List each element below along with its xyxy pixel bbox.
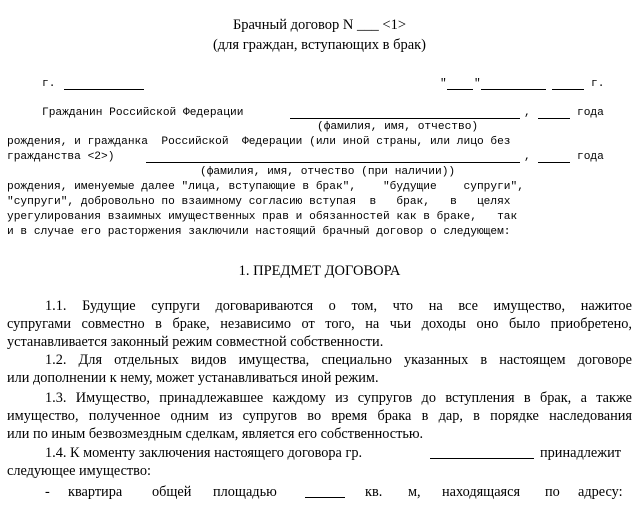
item-dash: -: [45, 484, 50, 500]
clause-1-4-suffix: принадлежит: [540, 445, 621, 461]
clause-1-3-line-3: или по иным безвозмездным сделкам, является его собственностью.: [7, 426, 424, 442]
month-blank: [481, 89, 546, 90]
preamble-line-2: "супруги", добровольно по взаимному согласию вступая в брак, в целях: [7, 196, 511, 208]
item-word-7: по: [545, 484, 560, 500]
clause-1-4-name-blank: [430, 458, 534, 459]
item-word-2: общей: [152, 484, 192, 500]
item-word-1: квартира: [68, 484, 123, 500]
clause-1-1-line-3: устанавливается законный режим совместной собственности.: [7, 334, 384, 350]
party1-name-blank: [290, 118, 520, 119]
item-word-5: м,: [408, 484, 421, 500]
clause-1-1-line-2: супругами совместно в браке, независимо от того, на чьи доходы оно было приобретено,: [7, 316, 632, 332]
item-word-3: площадью: [213, 484, 277, 500]
party2-year-label: года: [577, 151, 604, 163]
area-blank: [305, 497, 345, 498]
day-blank: [447, 89, 473, 90]
document-title: Брачный договор N ___ <1>: [232, 17, 407, 33]
party1-comma: ,: [524, 107, 531, 119]
item-word-8: адресу:: [578, 484, 623, 500]
clause-1-3-line-1: 1.3. Имущество, принадлежавшее каждому из супругов до вступления в брак, а также: [45, 390, 632, 406]
clause-1-4-line-2: следующее имущество:: [7, 463, 151, 479]
party2-name-blank: [146, 162, 520, 163]
year-suffix: г.: [591, 78, 605, 90]
city-prefix: г.: [42, 78, 56, 90]
party1-year-label: года: [577, 107, 604, 119]
party2-line1: рождения, и гражданка Российской Федерации (или иной страны, или лицо без: [7, 136, 511, 148]
party2-line2: гражданства <2>): [7, 151, 115, 163]
party2-year-blank: [538, 162, 570, 163]
preamble-line-3: урегулирования взаимных имущественных прав и обязанностей как в браке, так: [7, 211, 518, 223]
section-1-heading: 1. ПРЕДМЕТ ДОГОВОРА: [238, 263, 401, 279]
clause-1-2-line-1: 1.2. Для отдельных видов имущества, специально указанных в настоящем договоре: [45, 352, 632, 368]
date-open-quote: ": [440, 78, 447, 90]
party1-hint: (фамилия, имя, отчество): [317, 121, 479, 133]
party2-hint: (фамилия, имя, отчество (при наличии)): [200, 166, 456, 178]
item-word-6: находящаяся: [442, 484, 521, 500]
clause-1-1-line-1: 1.1. Будущие супруги договариваются о том, что на все имущество, нажитое: [45, 298, 632, 314]
clause-1-4-prefix: 1.4. К моменту заключения настоящего договора гр.: [45, 445, 363, 461]
city-blank: [64, 89, 144, 90]
clause-1-3-line-2: имущество, полученное одним из супругов во время брака в дар, в порядке наследования: [7, 408, 632, 424]
preamble-line-4: и в случае его расторжения заключили настоящий брачный договор о следующем:: [7, 226, 511, 238]
clause-1-2-line-2: или дополнении к нему, может устанавливаться иной режим.: [7, 370, 379, 386]
document-subtitle: (для граждан, вступающих в брак): [212, 37, 427, 53]
year-blank: [552, 89, 584, 90]
preamble-line-1: рождения, именуемые далее "лица, вступающие в брак", "будущие супруги",: [7, 181, 524, 193]
party1-year-blank: [538, 118, 570, 119]
date-close-quote: ": [474, 78, 481, 90]
item-word-4: кв.: [365, 484, 383, 500]
party2-comma: ,: [524, 151, 531, 163]
party1-label: Гражданин Российской Федерации: [42, 107, 244, 119]
